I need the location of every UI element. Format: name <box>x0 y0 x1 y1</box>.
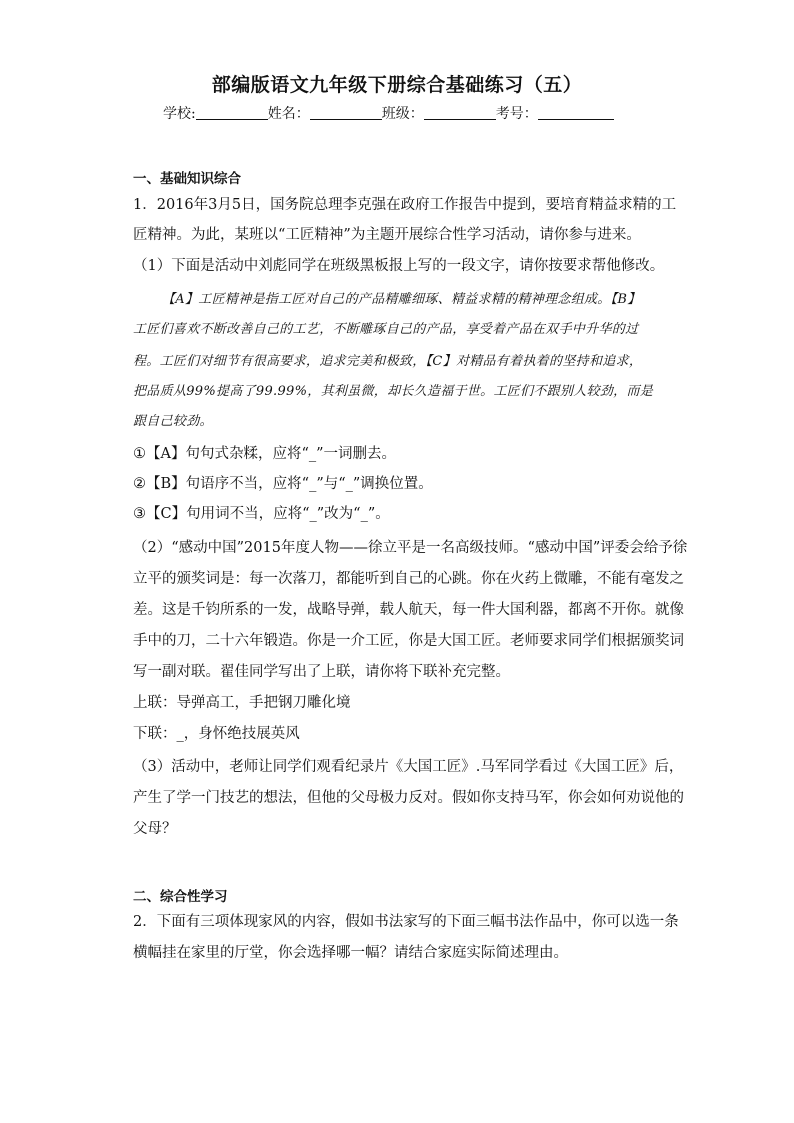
q1-line: （1）下面是活动中刘彪同学在班级黑板报上写的一段文字，请你按要求帮他修改。 <box>133 258 665 274</box>
number-blank[interactable] <box>538 105 614 120</box>
name-blank[interactable] <box>310 105 382 120</box>
student-info-row <box>163 103 614 123</box>
section-heading-1: 一、基础知识综合 <box>133 171 241 187</box>
lower-couplet: 下联：_，身怀绝技展英风 <box>133 726 300 742</box>
q3-line: 产生了学一门技艺的想法，但他的父母极力反对。假如你支持马军，你会如何劝说他的 <box>133 790 684 806</box>
class-label: 班级： <box>381 106 424 122</box>
number-label: 考号： <box>495 106 538 122</box>
answer-item-c: ③【C】句用词不当，应将“_”改为“_”。 <box>133 506 390 522</box>
passage-line: 把品质从99%提高了99.99%，其利虽微，却长久造福于世。工匠们不跟别人较劲，而是 <box>133 384 654 399</box>
section-heading-2: 二、综合性学习 <box>133 889 228 905</box>
page-title: 部编版语文九年级下册综合基础练习（五） <box>211 74 583 96</box>
passage-line: 程。工匠们对细节有很高要求，追求完美和极致，【C】对精品有着执着的坚持和追求， <box>133 354 643 369</box>
q2-line: 立平的颁奖词是：每一次落刀，都能听到自己的心跳。你在火药上微雕，不能有毫发之 <box>133 571 684 587</box>
q2-line: （2）“感动中国”2015年度人物——徐立平是一名高级技师。“感动中国”评委会给予徐 <box>133 540 688 556</box>
passage-line: 【A】工匠精神是指工匠对自己的产品精雕细琢、精益求精的精神理念组成。【B】 <box>162 292 641 307</box>
q3-line: 父母？ <box>133 821 177 837</box>
passage-line: 工匠们喜欢不断改善自己的工艺，不断雕琢自己的产品，享受着产品在双手中升华的过 <box>133 322 639 337</box>
q1-line: 匠精神。为此，某班以“工匠精神”为主题开展综合性学习活动，请你参与进来。 <box>133 227 641 243</box>
passage-line: 跟自己较劲。 <box>133 414 213 429</box>
answer-item-a: ①【A】句句式杂糅，应将“_”一词删去。 <box>133 446 397 462</box>
answer-item-b: ②【B】句语序不当，应将“_”与“_”调换位置。 <box>133 476 433 492</box>
q2-line: 写一副对联。翟佳同学写出了上联，请你将下联补充完整。 <box>133 664 510 680</box>
q2-section-line: 横幅挂在家里的厅堂，你会选择哪一幅？请结合家庭实际简述理由。 <box>133 945 568 961</box>
q2-line: 差。这是千钧所系的一发，战略导弹，载人航天，每一件大国利器，都离不开你。就像 <box>133 602 684 618</box>
q2-section-line: 2．下面有三项体现家风的内容，假如书法家写的下面三幅书法作品中，你可以选一条 <box>133 914 679 930</box>
school-blank[interactable] <box>196 105 268 120</box>
name-label: 姓名： <box>267 106 310 122</box>
q1-line: 1．2016年3月5日，国务院总理李克强在政府工作报告中提到，要培育精益求精的工 <box>133 197 677 213</box>
q2-line: 手中的刀，二十六年锻造。你是一介工匠，你是大国工匠。老师要求同学们根据颁奖词 <box>133 633 684 649</box>
school-label: 学校: <box>163 106 196 122</box>
class-blank[interactable] <box>424 105 496 120</box>
upper-couplet: 上联：导弹高工，手把钢刀雕化境 <box>133 695 351 711</box>
q3-line: （3）活动中，老师让同学们观看纪录片《大国工匠》.马军同学看过《大国工匠》后， <box>133 759 684 775</box>
